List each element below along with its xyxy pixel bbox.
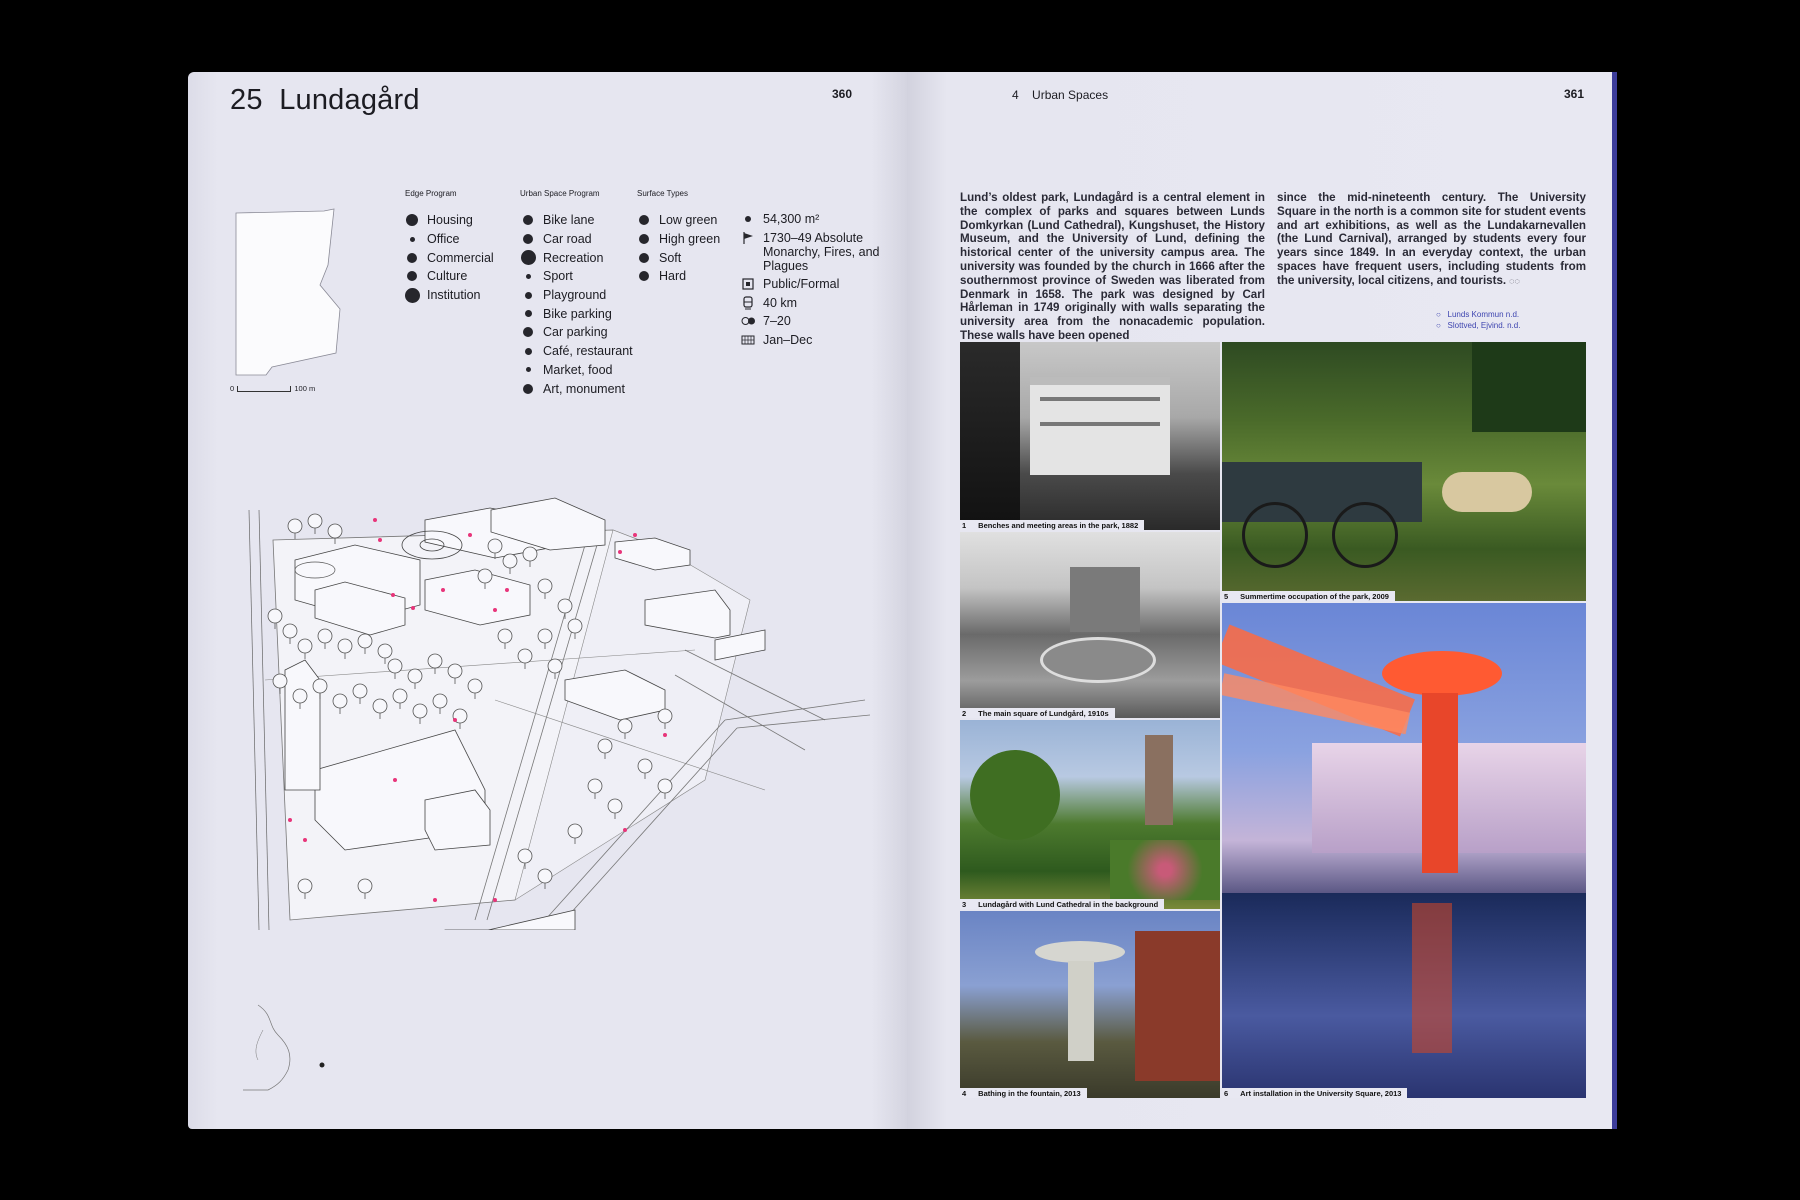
site-outline-map [232, 205, 342, 380]
building-icon [741, 277, 755, 291]
stat-distance: 40 km [741, 296, 891, 310]
photo-3 [960, 720, 1220, 909]
photo-1 [960, 342, 1220, 530]
dot-icon [405, 288, 420, 303]
site-stats [741, 212, 891, 351]
flag-icon [741, 231, 755, 245]
photo-5 [1222, 342, 1586, 601]
legend-item: Office [403, 230, 494, 249]
chapter-number: 4 [1012, 88, 1019, 102]
legend-item: Café, restaurant [519, 342, 633, 361]
reference-item: ○ Lunds Kommun n.d. [1436, 310, 1520, 319]
legend-item: Institution [403, 286, 494, 305]
page-edge [1612, 72, 1617, 1129]
dot-icon [523, 215, 533, 225]
stat-months: Jan–Dec [741, 333, 891, 347]
legend-item: High green [635, 230, 720, 249]
reference-item: ○ Slottved, Ejvind. n.d. [1436, 321, 1521, 330]
dot-icon [523, 384, 533, 394]
photo-caption: 2 The main square of Lundgård, 1910s [960, 708, 1115, 718]
legend-item: Soft [635, 248, 720, 267]
legend-item: Car road [519, 230, 633, 249]
stat-hours: 7–20 [741, 314, 891, 328]
dot-icon [410, 237, 415, 242]
body-text-column-2: since the mid-nineteenth century. The University Square in the north is a common site for student events and art exhibitions, as well as the Lundakarnevallen (the Lund Carnival), arranged by students every four years since 1849. In an everyday context, the urban spaces have frequent users, including students from the university, local citizens, and tourists. ◌◌ [1277, 191, 1586, 287]
stat-period: 1730–49 Absolute Monarchy, Fires, and Plagues [741, 231, 891, 273]
photo-4 [960, 911, 1220, 1098]
right-page-number: 361 [1564, 87, 1585, 101]
dot-icon [526, 367, 531, 372]
legend-item: Low green [635, 211, 720, 230]
stat-area: 54,300 m² [741, 212, 891, 226]
surface-types-legend [635, 211, 720, 286]
dot-icon [525, 292, 532, 299]
dot-icon [639, 234, 649, 244]
legend-item: Culture [403, 267, 494, 286]
edge-program-heading: Edge Program [405, 189, 457, 198]
legend-item: Bike parking [519, 304, 633, 323]
legend-item: Hard [635, 267, 720, 286]
dot-icon [521, 250, 536, 265]
photo-6 [1222, 603, 1586, 1098]
references [1436, 309, 1520, 331]
legend-item: Playground [519, 286, 633, 305]
body-text-column-1: Lund’s oldest park, Lundagård is a central element in the complex of parks and squares between Lunds Domkyrkan (Lund Cathedral), Kungshuset, the History Museum, and the University of Lund, defining the historical center of the university campus area. The university was founded by the church in 1666 after the southernmost province of Sweden was liberated from Denmark in 1658. The park was designed by Carl Hårleman in 1749 originally with walls separating the university area from the nonacademic population. These walls have been opened [960, 191, 1265, 342]
legend-item: Sport [519, 267, 633, 286]
site-number: 25 [230, 84, 263, 116]
dot-icon [523, 234, 533, 244]
legend-item: Recreation [519, 248, 633, 267]
scale-bar [230, 384, 315, 393]
circle-bullet-icon: ○ [1436, 321, 1441, 330]
photo-caption: 5 Summertime occupation of the park, 2009 [1222, 591, 1395, 601]
dot-icon [406, 214, 418, 226]
legend-item: Bike lane [519, 211, 633, 230]
calendar-grid-icon [741, 333, 755, 347]
day-night-icon [741, 314, 755, 328]
legend-item: Car parking [519, 323, 633, 342]
page-title [230, 84, 420, 117]
photo-2 [960, 532, 1220, 718]
photo-caption: 4 Bathing in the fountain, 2013 [960, 1088, 1087, 1098]
dot-icon [525, 310, 532, 317]
surface-types-heading: Surface Types [637, 189, 688, 198]
dot-icon [526, 274, 531, 279]
urban-space-heading: Urban Space Program [520, 189, 600, 198]
axonometric-site-drawing [245, 490, 870, 930]
urban-space-legend [519, 211, 633, 398]
legend-item: Art, monument [519, 379, 633, 398]
reference-circles-icon: ◌◌ [1509, 275, 1520, 286]
dot-icon [407, 271, 417, 281]
dot-icon [639, 271, 649, 281]
stat-character: Public/Formal [741, 277, 891, 291]
dot-icon [639, 253, 649, 263]
edge-program-legend [403, 211, 494, 304]
dot-icon [639, 215, 649, 225]
dot-icon [525, 348, 532, 355]
left-page-number: 360 [832, 87, 853, 101]
train-icon [741, 296, 755, 310]
circle-bullet-icon: ○ [1436, 310, 1441, 319]
dot-icon [407, 253, 417, 263]
locator-map [238, 1000, 328, 1095]
legend-item: Housing [403, 211, 494, 230]
photo-caption: 6 Art installation in the University Square, 2013 [1222, 1088, 1407, 1098]
dot-icon [523, 327, 533, 337]
legend-item: Market, food [519, 361, 633, 380]
running-header [1012, 88, 1108, 102]
legend-item: Commercial [403, 248, 494, 267]
chapter-title: Urban Spaces [1032, 88, 1109, 102]
site-name: Lundagård [279, 84, 420, 116]
scale-end: 100 m [294, 384, 316, 393]
scale-start: 0 [230, 384, 235, 393]
area-dot-icon [741, 212, 755, 226]
photo-caption: 1 Benches and meeting areas in the park, 1882 [960, 520, 1144, 530]
photo-caption: 3 Lundagård with Lund Cathedral in the background [960, 899, 1164, 909]
